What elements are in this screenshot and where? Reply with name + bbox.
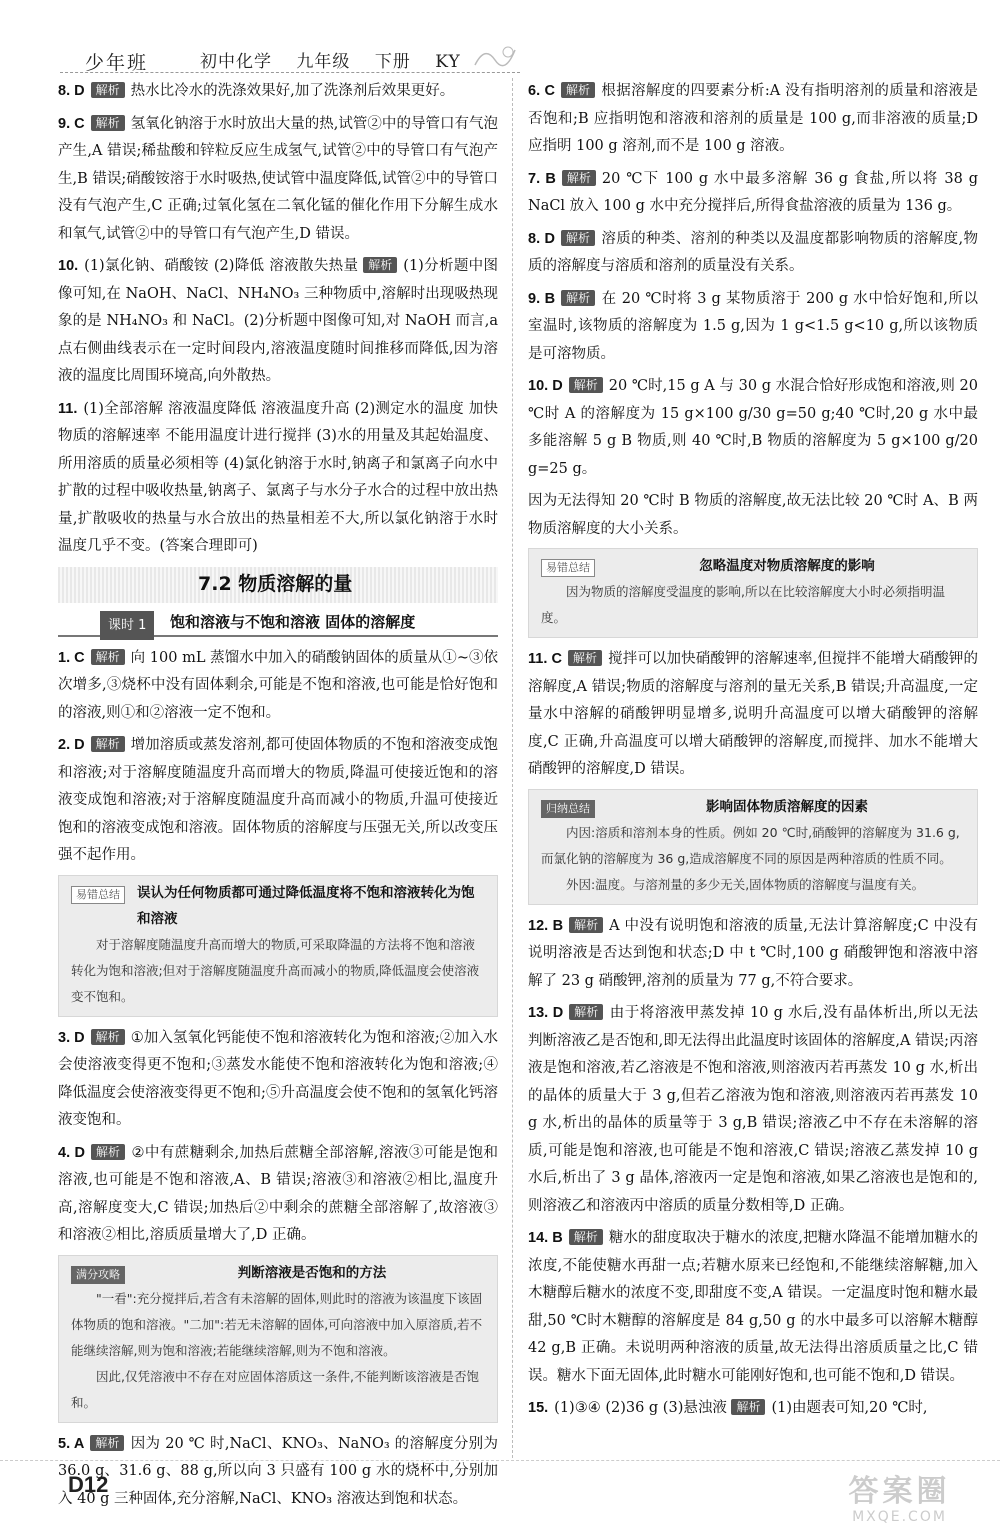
note-body: 内因:溶质和溶剂本身的性质。例如 20 ℃时,硝酸钾的溶解度为 31.6 g,而氯化钠的溶解度为 36 g,造成溶解度不同的原因是两种溶质的性质不同。 <box>541 824 960 866</box>
answer-number: 6. C <box>528 83 555 99</box>
column-divider <box>512 78 513 1458</box>
analysis-badge: 解析 <box>569 1229 603 1245</box>
volume: 下册 <box>374 52 411 72</box>
watermark-url: MXQE.COM <box>852 1509 947 1525</box>
answer-item <box>528 373 978 483</box>
answer-number: 4. D <box>58 1144 86 1161</box>
answer-item <box>528 78 978 161</box>
answer-text: 在 20 ℃时将 3 g 某物质溶于 200 g 水中恰好饱和,所以室温时,该物质的溶解度为 1.5 g,因为 1 g<1.5 g<10 g,所以该物质是可溶物质。 <box>528 290 978 362</box>
note-tag: 归纳总结 <box>541 800 595 818</box>
answer-item <box>58 732 498 870</box>
subject: 初中化学 <box>200 52 272 72</box>
page-number: D12 <box>68 1472 109 1497</box>
analysis-badge: 解析 <box>91 1029 125 1045</box>
answer-number: 14. B <box>528 1230 563 1246</box>
answer-item <box>528 913 978 996</box>
answer-text: 因为 20 ℃ 时,NaCl、KNO₃、NaNO₃ 的溶解度分别为 36.0 g、31.6 g、88 g,所以向 3 只盛有 100 g 水的烧杯中,分别加入 40 g 三种固体,充分溶解,NaCl、KNO₃ 溶液达到饱和状态。 <box>58 1435 498 1507</box>
answer-number: 11. C <box>528 651 562 667</box>
analysis-badge: 解析 <box>569 1004 603 1020</box>
answer-text: (1)分析题中图像可知,在 NaOH、NaCl、NH₄NO₃ 三种物质中,溶解时出现吸热现象的是 NH₄NO₃ 和 NaCl。(2)分析题中图像可知,对 NaOH 而言,a 点右侧曲线表示在一定时间段内,溶液温度随时间推移而降低,因为溶液的温度比周围环境高,向外散热。 <box>58 258 499 384</box>
answer-number: 11. <box>58 400 78 417</box>
answer-pre: (1)③④ (2)36 g (3)悬浊液 <box>554 1400 727 1416</box>
watermark-text: 答案圈 <box>848 1474 951 1509</box>
lesson-title: 饱和溶液与不饱和溶液 固体的溶解度 <box>170 612 416 631</box>
answer-number: 8. D <box>528 230 555 247</box>
note-header <box>71 1260 487 1286</box>
answer-continuation: 因为无法得知 20 ℃时 B 物质的溶解度,故无法比较 20 ℃时 A、B 两物质溶解度的大小关系。 <box>528 493 978 537</box>
analysis-badge: 解析 <box>91 1144 125 1160</box>
answer-text: 氢氧化钠溶于水时放出大量的热,试管②中的导管口有气泡产生,A 错误;稀盐酸和锌粒反应生成氢气,试管②中的导管口有气泡产生,B 错误;硝酸铵溶于水时吸热,使试管中温度降低,试管②中的导管口没有气泡产生,C 正确;过氧化氢在二氧化锰的催化作用下分解生成水和氧气,试管②中的导管口有气泡产生,D 错误。 <box>58 115 499 242</box>
answer-number: 9. C <box>58 115 85 132</box>
answer-item <box>58 1140 498 1250</box>
answer-text: A 中没有说明饱和溶液的质量,无法计算溶解度;C 中没有说明溶液是否达到饱和状态;D 中 t ℃时,100 g 硝酸钾饱和溶液中溶解了 23 g 硝酸钾,溶剂的质量为 77 g,不符合要求。 <box>528 917 978 989</box>
answer-text: 向 100 mL 蒸馏水中加入的硝酸钠固体的质量从①~③依次增多,③烧杯中没有固体剩余,可能是不饱和溶液,也可能是恰好饱和的溶液,则①和②溶液一定不饱和。 <box>58 649 498 721</box>
answer-number: 3. D <box>58 1029 85 1046</box>
answer-number: 8. D <box>58 83 85 99</box>
answer-item <box>58 1431 498 1514</box>
answer-item <box>58 111 498 249</box>
answer-item <box>528 166 978 221</box>
footer-rule <box>0 1460 1000 1461</box>
header-meta <box>200 47 479 72</box>
answer-number: 5. A <box>58 1435 85 1452</box>
edition: KY <box>435 52 461 72</box>
analysis-badge: 解析 <box>91 82 125 98</box>
analysis-badge: 解析 <box>562 170 596 186</box>
note-title: 影响固体物质溶解度的因素 <box>706 798 868 815</box>
answer-number: 1. C <box>58 649 85 666</box>
note-body: 外因:温度。与溶剂量的多少无关,固体物质的溶解度与温度有关。 <box>566 876 925 892</box>
answer-text: (1)全部溶解 溶液温度降低 溶液温度升高 (2)测定水的温度 加快物质的溶解速率 不能用温度计进行搅拌 (3)水的用量及其起始温度、所用溶质的质量必须相等 (4)氯化钠溶于水时,钠离子和氯离子向水中扩散的过程中吸收热量,钠离子、氯离子与水分子水合的过程中放出热量,扩散吸收的热量与水合放出的热量相差不大,所以氯化钠溶于水时温度几乎不变。(答案合理即可) <box>58 400 498 554</box>
note-body: "一看":充分搅拌后,若含有未溶解的固体,则此时的溶液为该温度下该固体物质的饱和溶液。"二加":若无未溶解的固体,可向溶液中加入原溶质,若不能继续溶解,则为饱和溶液;若能继续溶解,则为不饱和溶液。 <box>71 1290 483 1358</box>
answer-number: 15. <box>528 1400 549 1416</box>
answer-item <box>528 1000 978 1220</box>
analysis-badge: 解析 <box>91 115 125 131</box>
analysis-badge: 解析 <box>561 290 595 306</box>
note-body: 因此,仅凭溶液中不存在对应固体溶质这一条件,不能判断该溶液是否饱和。 <box>71 1368 479 1410</box>
left-column <box>58 78 498 1518</box>
note-tag: 满分攻略 <box>71 1266 125 1284</box>
answer-text: 根据溶解度的四要素分析:A 没有指明溶剂的质量和溶液是否饱和;B 应指明饱和溶液和溶剂的质量是 100 g,而非溶液的质量;D 应指明 100 g 溶剂,而不是 100 g 溶液。 <box>528 83 979 154</box>
note-box <box>58 1255 498 1423</box>
note-header <box>541 553 967 579</box>
answer-text: 由于将溶液甲蒸发掉 10 g 水后,没有晶体析出,所以无法判断溶液乙是否饱和,即无法得出此温度时该固体的溶解度,A 错误;丙溶液是饱和溶液,若乙溶液是不饱和溶液,则溶液丙若再蒸发 10 g 水,析出的晶体的质量大于 3 g,但若乙溶液为饱和溶液,则溶液丙若再蒸发 10 g 水,析出的晶体的质量等于 3 g,B 错误;溶液乙中不存在未溶解的溶质,可能是饱和溶液,也可能是不饱和溶液,C 错误;溶液乙蒸发掉 10 g 水后,析出了 3 g 晶体,溶液丙一定是饱和溶液,如果乙溶液也是饱和的,则溶液乙和溶液丙中溶质的质量分数相等,D 正确。 <box>528 1005 978 1214</box>
note-body: 对于溶解度随温度升高而增大的物质,可采取降温的方法将不饱和溶液转化为饱和溶液;但对于溶解度随温度升高而减小的物质,降低温度会使溶液变不饱和。 <box>71 936 480 1004</box>
analysis-badge: 解析 <box>561 230 595 246</box>
note-box <box>58 875 498 1017</box>
note-box <box>528 789 978 905</box>
analysis-badge: 解析 <box>561 82 595 98</box>
lesson-header <box>58 609 498 637</box>
answer-item <box>528 286 978 369</box>
answer-item <box>528 1395 978 1423</box>
answer-number: 13. D <box>528 1005 564 1021</box>
answer-pre: (1)氯化钠、硝酸铵 (2)降低 溶液散失热量 <box>84 258 359 274</box>
section-header <box>58 567 498 603</box>
right-column <box>528 78 978 1428</box>
grade: 九年级 <box>296 52 351 72</box>
answer-number: 9. B <box>528 290 556 307</box>
watermark-logo <box>827 1475 972 1530</box>
analysis-badge: 解析 <box>90 1435 124 1451</box>
header-rule <box>60 72 520 73</box>
answer-number: 2. D <box>58 737 85 753</box>
answer-item <box>58 253 498 391</box>
note-title: 误认为任何物质都可通过降低温度将不饱和溶液转化为饱和溶液 <box>137 884 475 927</box>
answer-item <box>58 1025 498 1135</box>
analysis-badge: 解析 <box>91 649 125 665</box>
answer-text: 增加溶质或蒸发溶剂,都可使固体物质的不饱和溶液变成饱和溶液;对于溶解度随温度升高而增大的物质,降温可使接近饱和的溶液变成饱和溶液;对于溶解度随温度升高而减小的物质,升温可使接近饱和的溶液变成饱和溶液。固体物质的溶解度与压强无关,所以改变压强不起作用。 <box>58 737 499 863</box>
answer-number: 12. B <box>528 917 564 934</box>
answer-number: 10. D <box>528 378 563 394</box>
note-box <box>528 548 978 638</box>
analysis-badge: 解析 <box>568 650 602 666</box>
answer-text: 糖水的甜度取决于糖水的浓度,把糖水降温不能增加糖水的浓度,不能使糖水再甜一点;若糖水原来已经饱和,不能继续溶解糖,加入木糖醇后糖水的浓度不变,即甜度不变,A 错误。一定温度时饱和糖水最甜,50 ℃时木糖醇的溶解度是 84 g,50 g 的水中最多可以溶解木糖醇 42 g,B 正确。未说明两种溶液的质量,故无法得出溶质质量之比,C 错误。糖水下面无固体,此时糖水可能刚好饱和,也可能不饱和,D 错误。 <box>528 1230 978 1384</box>
analysis-badge: 解析 <box>731 1399 765 1415</box>
answer-item <box>58 645 498 728</box>
answer-text: 热水比冷水的洗涤效果好,加了洗涤剂后效果更好。 <box>130 83 455 99</box>
answer-number: 10. <box>58 258 79 274</box>
answer-item <box>528 1225 978 1390</box>
note-header <box>71 880 487 932</box>
answer-item <box>58 396 498 561</box>
analysis-badge: 解析 <box>569 917 603 933</box>
answer-text: 搅拌可以加快硝酸钾的溶解速率,但搅拌不能增大硝酸钾的溶解度,A 错误;物质的溶解度与溶剂的量无关系,B 错误;升高温度,一定量水中溶解的硝酸钾明显增多,说明升高温度可以增大硝酸钾的溶解度,C 正确,升高温度可以增大硝酸钾的溶解度,而搅拌、加水不能增大硝酸钾的溶解度,D 错误。 <box>528 651 978 777</box>
brand-logo: 少年班 <box>85 52 149 74</box>
decoration-icon <box>470 40 520 70</box>
answer-text: ①加入氢氧化钙能使不饱和溶液转化为饱和溶液;②加入水会使溶液变得更不饱和;③蒸发水能使不饱和溶液转化为饱和溶液;④降低温度会使溶液变得更不饱和;⑤升高温度会使不饱和的氢氧化钙溶液变饱和。 <box>58 1029 498 1128</box>
analysis-badge: 解析 <box>363 257 397 273</box>
answer-item <box>528 646 978 784</box>
answer-text: 20 ℃下 100 g 水中最多溶解 36 g 食盐,所以将 38 g NaCl 放入 100 g 水中充分搅拌后,所得食盐溶液的质量为 136 g。 <box>528 170 979 214</box>
note-header <box>541 794 967 820</box>
lesson-tag: 课时 1 <box>100 611 154 641</box>
answer-text: ②中有蔗糖剩余,加热后蔗糖全部溶解,溶液③可能是饱和溶液,也可能是不饱和溶液,A、B 错误;溶液③和溶液②相比,温度升高,溶解度变大,C 错误;加热后②中剩余的蔗糖全部溶解了,故溶液③和溶液②相比,溶质质量增大了,D 正确。 <box>58 1144 499 1243</box>
analysis-badge: 解析 <box>569 377 603 393</box>
section-title: 7.2 物质溶解的量 <box>198 572 353 595</box>
answer-item <box>528 226 978 281</box>
note-tag: 易错总结 <box>71 886 125 904</box>
note-title: 忽略温度对物质溶解度的影响 <box>699 558 875 574</box>
analysis-badge: 解析 <box>91 736 125 752</box>
note-title: 判断溶液是否饱和的方法 <box>237 1264 387 1281</box>
answer-number: 7. B <box>528 170 556 187</box>
page-header <box>0 0 1000 80</box>
answer-text: 溶质的种类、溶剂的种类以及温度都影响物质的溶解度,物质的溶解度与溶质和溶剂的质量没有关系。 <box>528 230 979 274</box>
answer-text: (1)由题表可知,20 ℃时, <box>771 1400 928 1416</box>
answer-text: 20 ℃时,15 g A 与 30 g 水混合恰好形成饱和溶液,则 20 ℃时 A 的溶解度为 15 g×100 g/30 g=50 g;40 ℃时,20 g 水中最多能溶解 5 g B 物质,则 40 ℃时,B 物质的溶解度为 5 g×100 g/20 g=25 g。 <box>528 378 978 477</box>
note-tag: 易错总结 <box>541 559 595 577</box>
note-body: 因为物质的溶解度受温度的影响,所以在比较溶解度大小时必须指明温度。 <box>541 584 945 625</box>
answer-item <box>58 78 498 106</box>
